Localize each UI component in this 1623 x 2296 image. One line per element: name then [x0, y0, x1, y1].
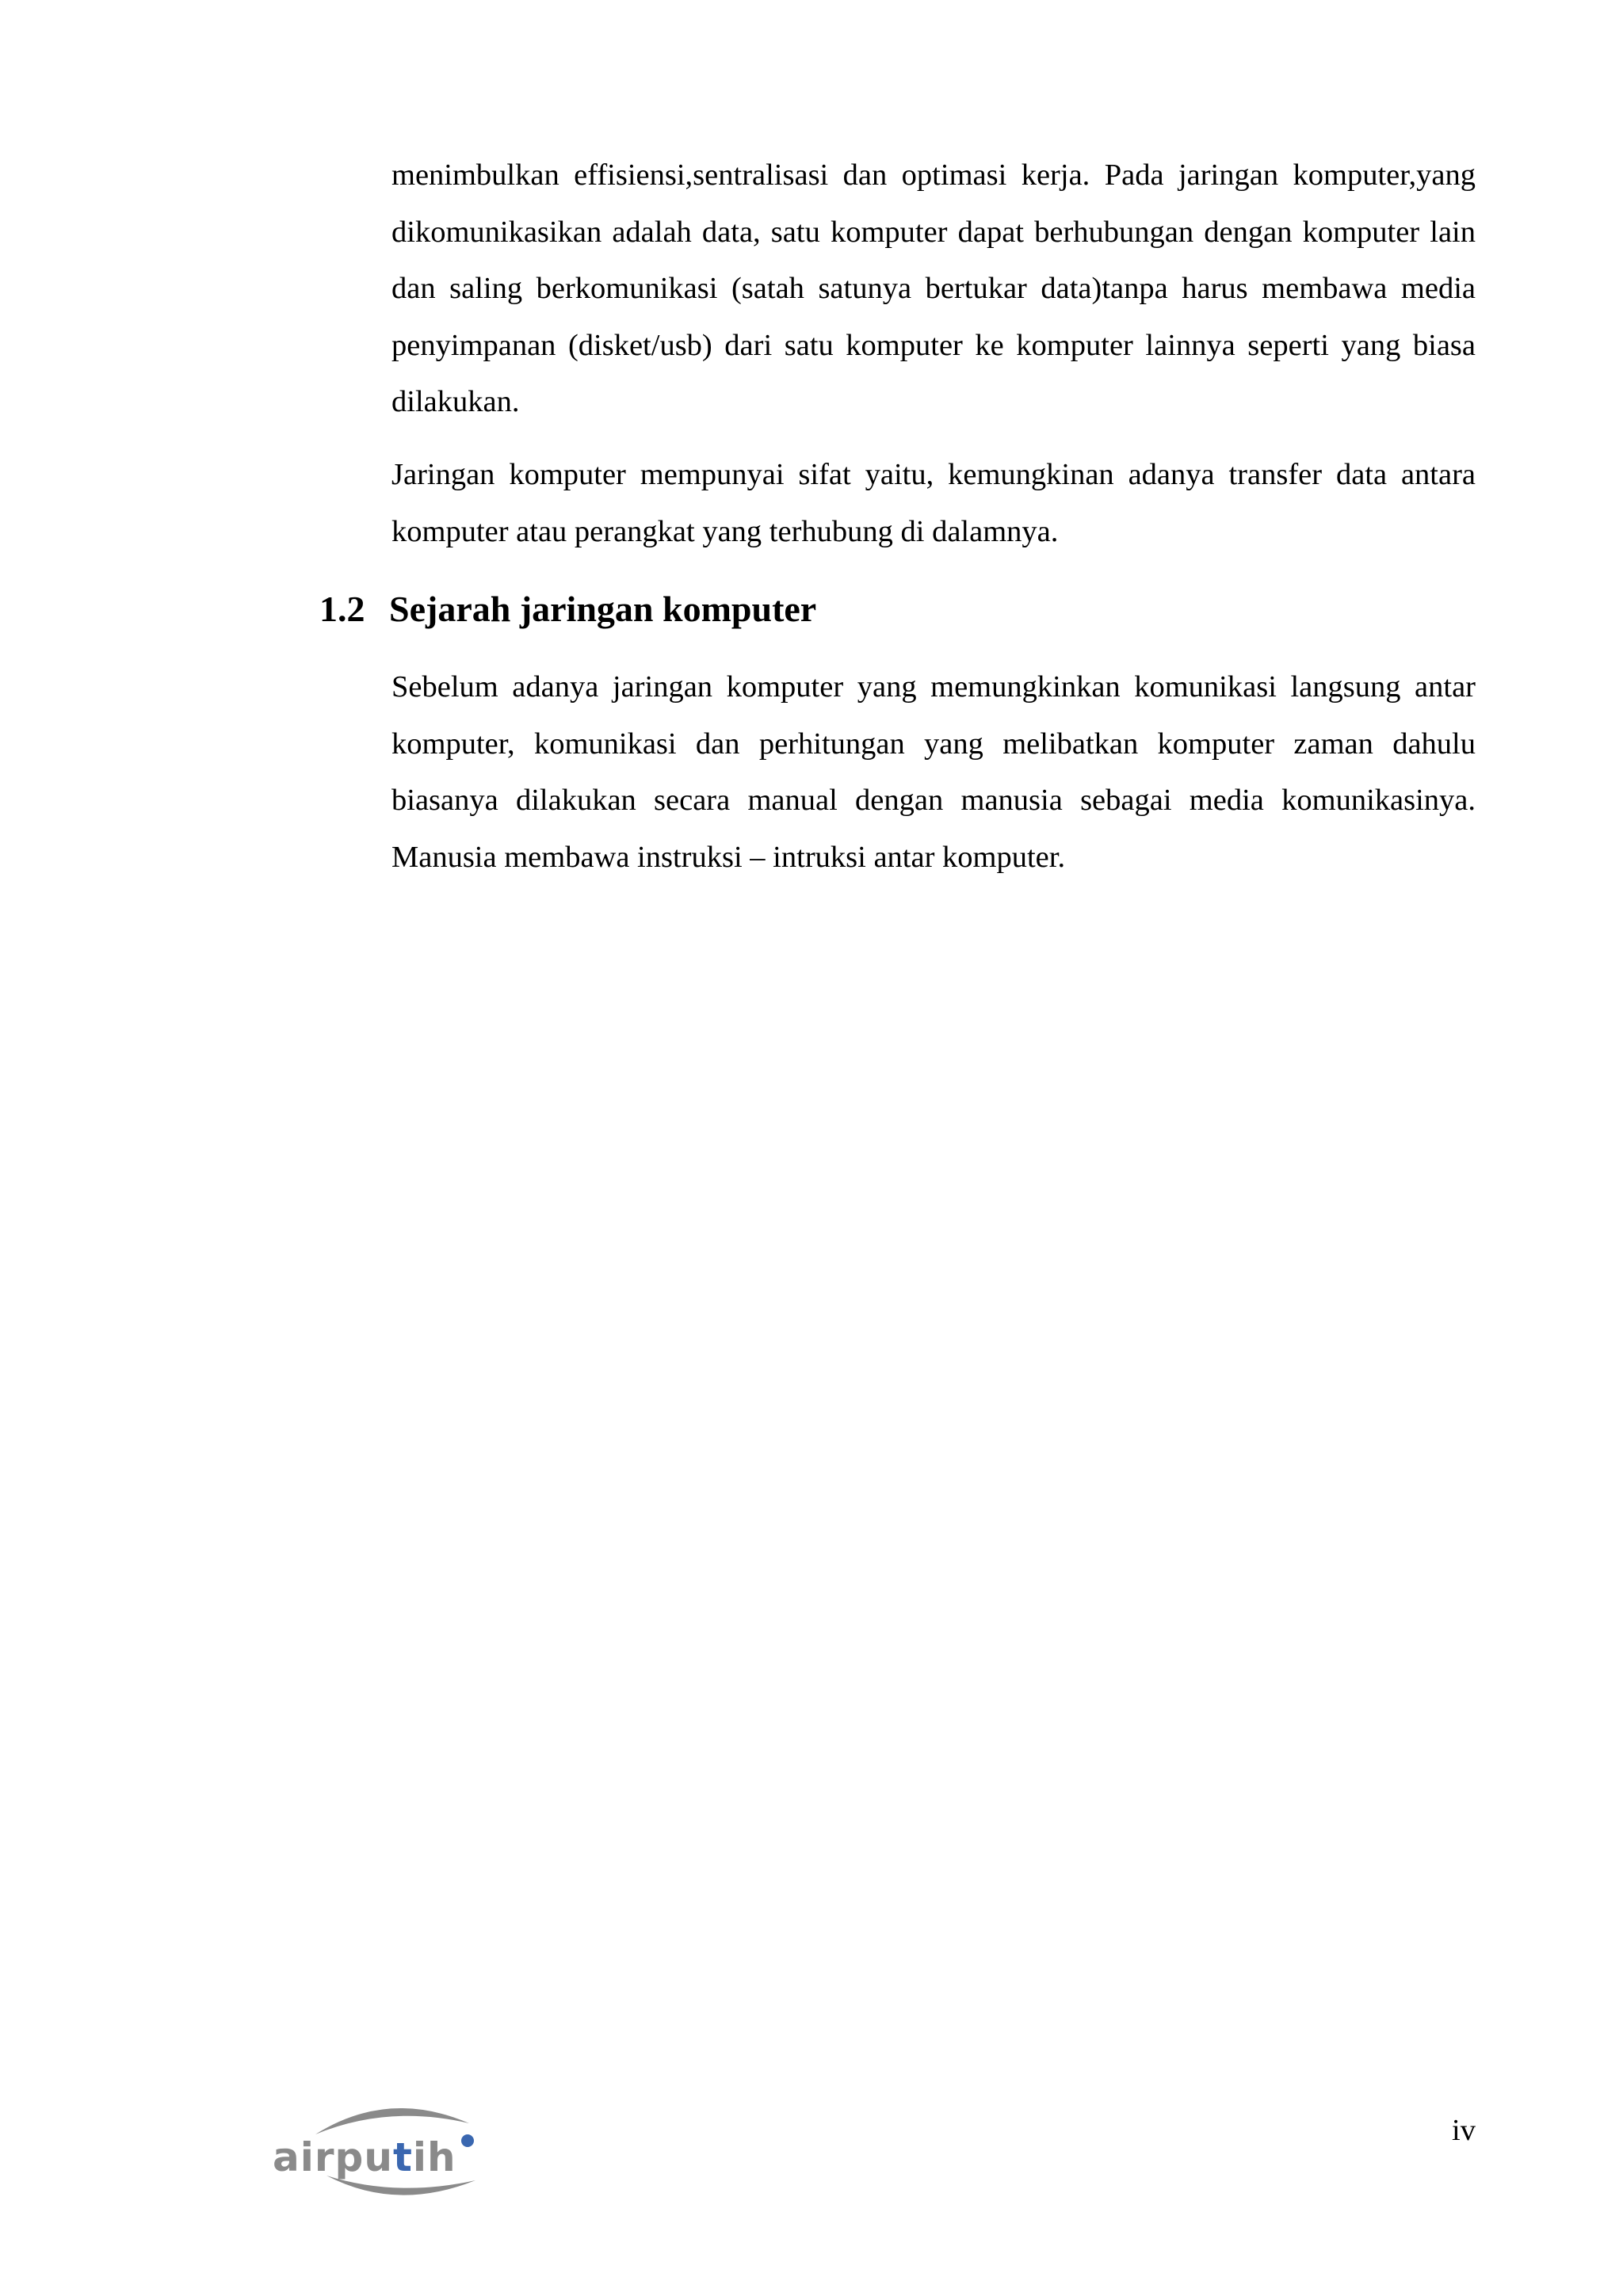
airputih-logo-icon [269, 2093, 521, 2203]
section-title: Sejarah jaringan komputer [389, 589, 817, 629]
paragraph-efficiency: menimbulkan effisiensi,sentralisasi dan optimasi kerja. Pada jaringan komputer,yang dikomunikasikan adalah data, satu komputer dapat berhubungan dengan komputer lain dan saling berkomunikasi (satah satunya bertukar data)tanpa harus membawa media penyimpanan (disket/usb) dari satu komputer ke komputer lainnya seperti yang biasa dilakukan. [391, 158, 1476, 418]
page-number: iv [1452, 2114, 1476, 2147]
paragraph-history: Sebelum adanya jaringan komputer yang memungkinkan komunikasi langsung antar komputer, komunikasi dan perhitungan yang melibatkan komputer zaman dahulu biasanya dilakukan secara manual dengan manusia sebagai media komunikasinya. Manusia membawa instruksi – intruksi antar komputer. [391, 670, 1476, 874]
section-heading [319, 581, 816, 638]
paragraph-network-property: Jaringan komputer mempunyai sifat yaitu, kemungkinan adanya transfer data antara komputer atau perangkat yang terhubung di dalamnya. [391, 458, 1476, 548]
svg-text:airputih: airputih [273, 2134, 456, 2180]
section-number: 1.2 [319, 589, 365, 629]
airputih-logo [269, 2093, 521, 2203]
